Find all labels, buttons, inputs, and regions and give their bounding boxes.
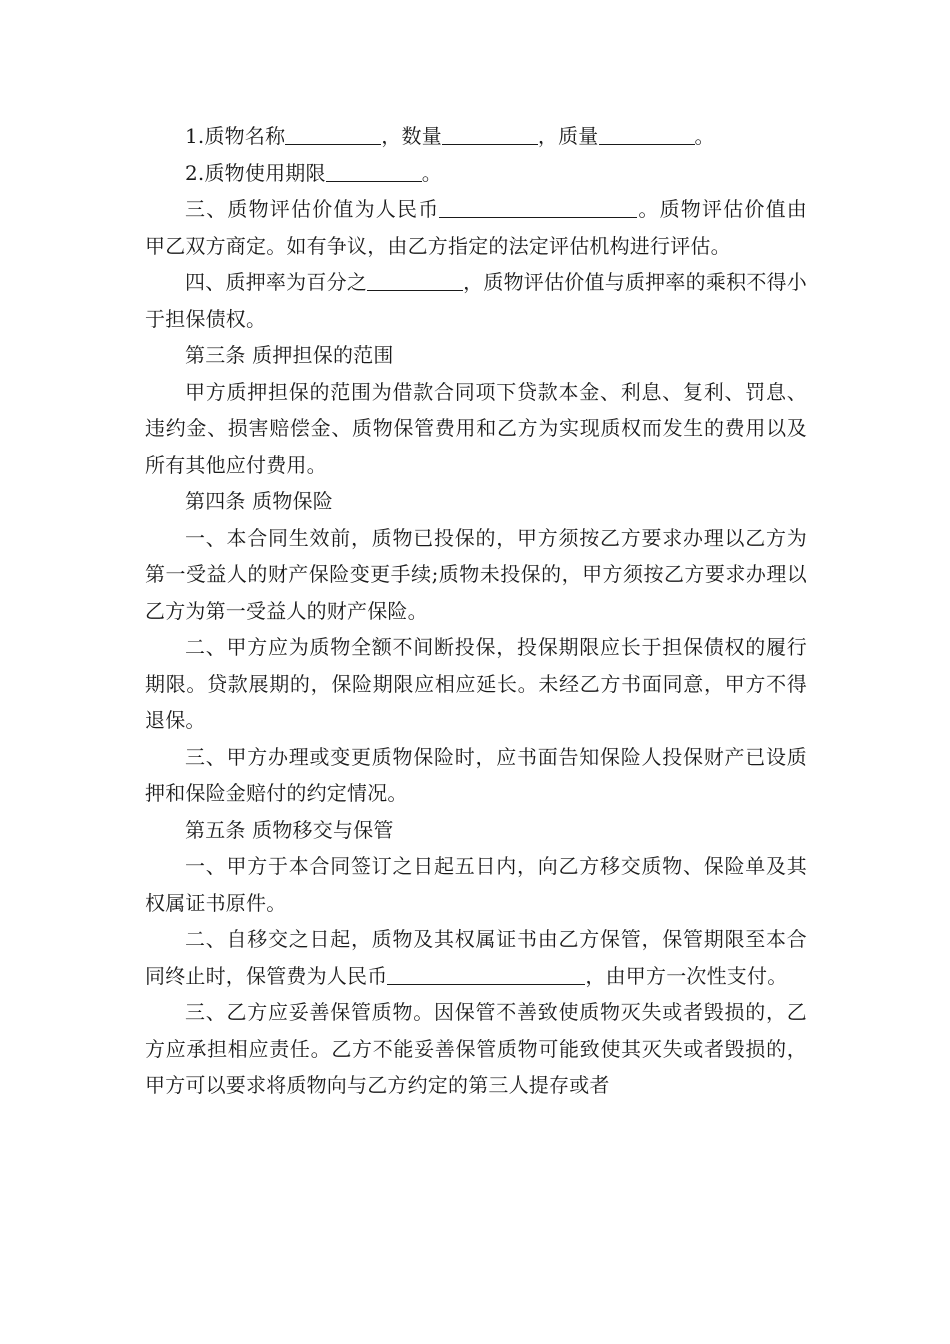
paragraph-insurance-1: 一、本合同生效前，质物已投保的，甲方须按乙方要求办理以乙方为第一受益人的财产保险变更手续;质物未投保的，甲方须按乙方要求办理以乙方为第一受益人的财产保险。 xyxy=(145,525,807,623)
section-heading: 第四条 质物保险 xyxy=(185,489,333,513)
paragraph-scope: 甲方质押担保的范围为借款合同项下贷款本金、利息、复利、罚息、违约金、损害赔偿金、质物保管费用和乙方为实现质权而发生的费用以及所有其他应付费用。 xyxy=(145,379,807,477)
paragraph-custody-3: 三、乙方应妥善保管质物。因保管不善致使质物灭失或者毁损的，乙方应承担相应责任。乙方不能妥善保管质物可能致使其灭失或者毁损的，甲方可以要求将质物向与乙方约定的第三人提存或者 xyxy=(145,1000,807,1097)
paragraph-pledge-rate: 四、质押率为百分之 ，质物评估价值与质押率的乘积不得小于担保债权。 xyxy=(145,270,807,331)
paragraph-insurance-3: 三、甲方办理或变更质物保险时，应书面告知保险人投保财产已设质押和保险金赔付的约定情况。 xyxy=(145,744,807,805)
paragraph-usage-period: 2.质物使用期限 。 xyxy=(185,160,442,185)
blank-field[interactable] xyxy=(326,161,422,182)
paragraph-item-name: 1.质物名称 ，数量 ，质量 。 xyxy=(185,124,715,148)
blank-field[interactable] xyxy=(442,124,538,145)
blank-field[interactable] xyxy=(439,197,637,218)
blank-field[interactable] xyxy=(285,124,381,145)
section-heading: 第五条 质物移交与保管 xyxy=(185,817,394,842)
blank-field[interactable] xyxy=(599,124,695,145)
section-heading: 第三条 质押担保的范围 xyxy=(185,343,394,367)
document-page xyxy=(145,118,807,1104)
blank-field[interactable] xyxy=(387,964,585,985)
blank-field[interactable] xyxy=(367,270,463,291)
paragraph-custody-2: 二、自移交之日起，质物及其权属证书由乙方保管，保管期限至本合同终止时，保管费为人民币 ，由甲方一次性支付。 xyxy=(145,927,807,988)
paragraph-custody-1: 一、甲方于本合同签订之日起五日内，向乙方移交质物、保险单及其权属证书原件。 xyxy=(145,854,807,915)
paragraph-insurance-2: 二、甲方应为质物全额不间断投保，投保期限应长于担保债权的履行期限。贷款展期的，保险期限应相应延长。未经乙方书面同意，甲方不得退保。 xyxy=(145,635,807,732)
paragraph-valuation: 三、质物评估价值为人民币 。质物评估价值由甲乙双方商定。如有争议，由乙方指定的法定评估机构进行评估。 xyxy=(145,197,807,258)
